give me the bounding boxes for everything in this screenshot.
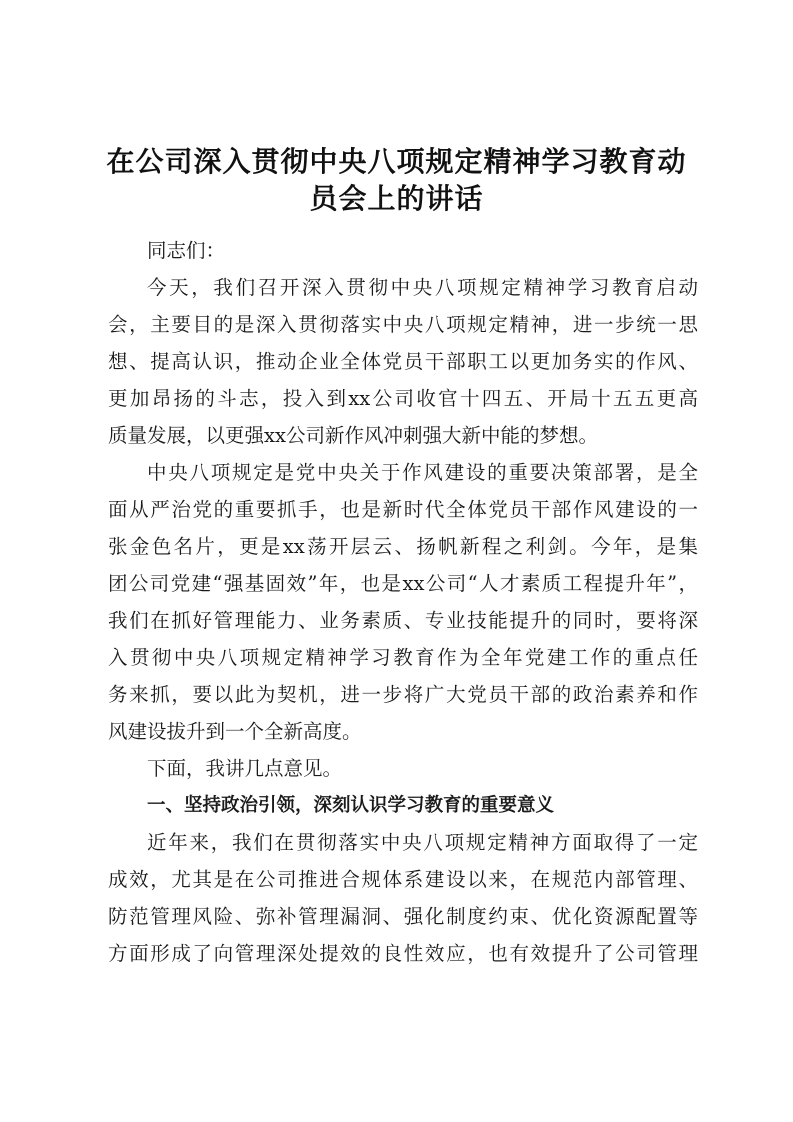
section-heading-1: 一、坚持政治引领，深刻认识学习教育的重要意义	[147, 795, 555, 816]
document-body	[108, 232, 698, 972]
paragraph-3: 下面，我讲几点意见。	[147, 757, 343, 780]
paragraph-line: 张金色名片，更是xx荡开层云、扬帆新程之利剑。今年，是集	[108, 535, 698, 558]
paragraph-line: 质量发展，以更强xx公司新作风冲刺强大新中能的梦想。	[108, 424, 598, 447]
paragraph-line: 团公司党建“强基固效”年，也是xx公司“人才素质工程提升年”，	[108, 572, 698, 595]
paragraph-line: 防范管理风险、弥补管理漏洞、强化制度约束、优化资源配置等	[108, 905, 698, 928]
paragraph-line: 务来抓，要以此为契机，进一步将广大党员干部的政治素养和作	[108, 683, 698, 706]
paragraph-line: 想、提高认识，推动企业全体党员干部职工以更加务实的作风、	[108, 350, 698, 373]
paragraph-line: 入贯彻中央八项规定精神学习教育作为全年党建工作的重点任	[108, 646, 698, 669]
paragraph-line: 近年来，我们在贯彻落实中央八项规定精神方面取得了一定	[147, 831, 698, 854]
paragraph-1	[108, 269, 698, 454]
paragraph-line: 更加昂扬的斗志，投入到xx公司收官十四五、开局十五五更高	[108, 387, 698, 410]
title-line-1: 在公司深入贯彻中央八项规定精神学习教育动	[106, 145, 687, 178]
paragraph-line: 面从严治党的重要抓手，也是新时代全体党员干部作风建设的一	[108, 498, 698, 521]
paragraph-line: 今天，我们召开深入贯彻中央八项规定精神学习教育启动	[147, 276, 698, 299]
paragraph-line: 会，主要目的是深入贯彻落实中央八项规定精神，进一步统一思	[108, 313, 698, 336]
title-line-2: 员会上的讲话	[309, 182, 484, 215]
paragraph-4	[108, 824, 698, 972]
paragraph-line: 中央八项规定是党中央关于作风建设的重要决策部署，是全	[147, 461, 698, 484]
salutation: 同志们：	[147, 239, 226, 262]
paragraph-line: 成效，尤其是在公司推进合规体系建设以来，在规范内部管理、	[108, 868, 698, 891]
paragraph-2	[108, 454, 698, 750]
paragraph-line: 风建设拔升到一个全新高度。	[108, 720, 362, 743]
document-title	[100, 140, 693, 214]
paragraph-line: 方面形成了向管理深处提效的良性效应，也有效提升了公司管理	[108, 942, 698, 965]
paragraph-line: 我们在抓好管理能力、业务素质、专业技能提升的同时，要将深	[108, 609, 698, 632]
